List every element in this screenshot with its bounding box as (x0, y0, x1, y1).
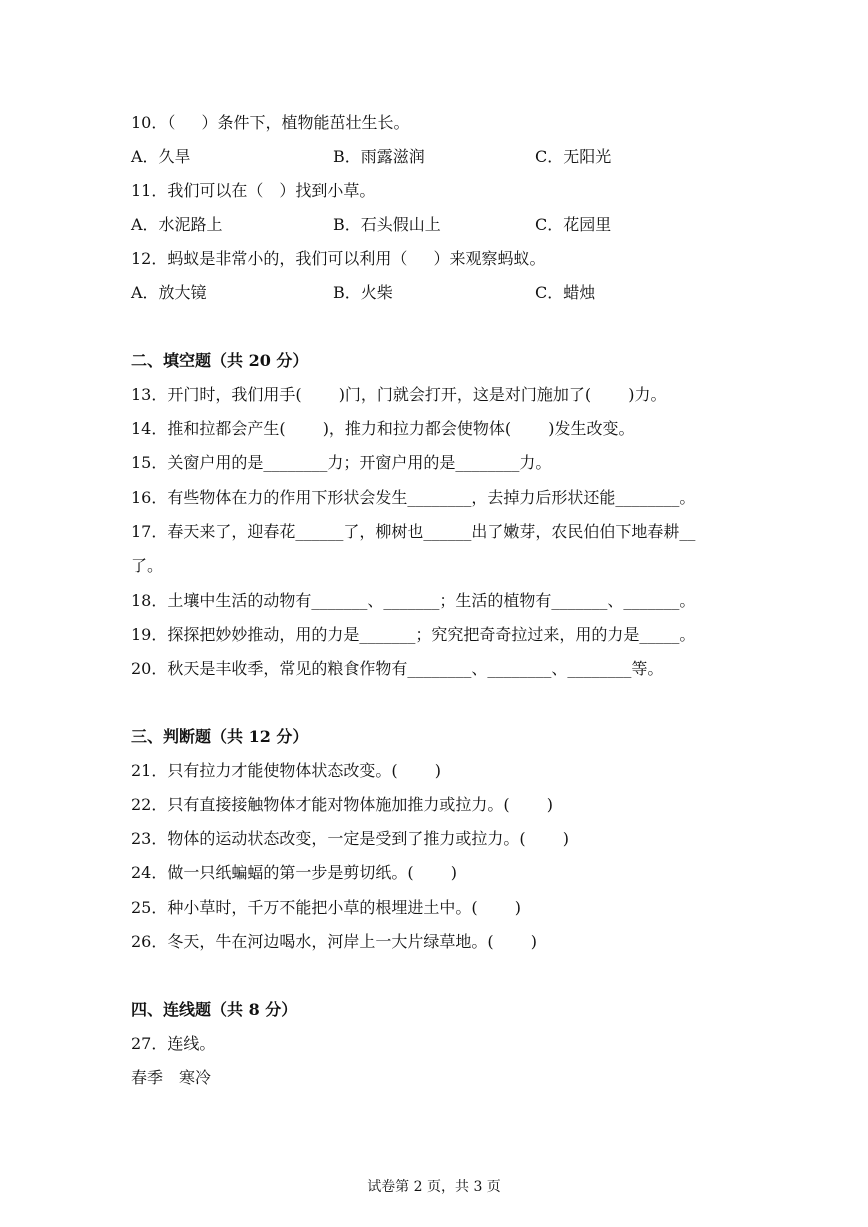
question-21: 21．只有拉力才能使物体状态改变。( ) (131, 761, 441, 780)
question-25: 25．种小草时，千万不能把小草的根埋进土中。( ) (131, 898, 521, 917)
q10-option-a: A．久旱 (131, 147, 191, 166)
q12-option-b: B．火柴 (333, 283, 393, 302)
question-20: 20．秋天是丰收季，常见的粮食作物有________、________、________等。 (131, 659, 664, 678)
section-3-heading: 三、判断题（共 12 分） (131, 727, 309, 746)
question-14: 14．推和拉都会产生( )，推力和拉力都会使物体( )发生改变。 (131, 419, 635, 438)
question-26: 26．冬天，牛在河边喝水，河岸上一大片绿草地。( ) (131, 932, 537, 951)
question-24: 24．做一只纸蝙蝠的第一步是剪切纸。( ) (131, 863, 457, 882)
question-12-stem: 12．蚂蚁是非常小的，我们可以利用（ ）来观察蚂蚁。 (131, 249, 546, 268)
question-18: 18．土壤中生活的动物有_______、_______；生活的植物有_______、_______。 (131, 591, 696, 610)
q12-option-c: C．蜡烛 (535, 283, 596, 302)
question-23: 23．物体的运动状态改变，一定是受到了推力或拉力。( ) (131, 829, 569, 848)
question-16: 16．有些物体在力的作用下形状会发生________，去掉力后形状还能________。 (131, 488, 696, 507)
q11-option-c: C．花园里 (535, 215, 612, 234)
section-2-heading: 二、填空题（共 20 分） (131, 351, 309, 370)
question-17: 17．春天来了，迎春花______了，柳树也______出了嫩芽，农民伯伯下地春耕__ (131, 522, 696, 541)
matching-row-1: 春季 寒冷 (131, 1068, 212, 1087)
q12-option-a: A．放大镜 (131, 283, 207, 302)
q11-option-a: A．水泥路上 (131, 215, 223, 234)
q10-option-b: B．雨露滋润 (333, 147, 425, 166)
q10-option-c: C．无阳光 (535, 147, 612, 166)
question-15: 15．关窗户用的是________力；开窗户用的是________力。 (131, 453, 552, 472)
question-22: 22．只有直接接触物体才能对物体施加推力或拉力。( ) (131, 795, 553, 814)
question-27: 27．连线。 (131, 1034, 216, 1053)
q11-option-b: B．石头假山上 (333, 215, 441, 234)
question-17-cont: 了。 (131, 556, 164, 575)
section-4-heading: 四、连线题（共 8 分） (131, 1000, 298, 1019)
question-19: 19．探探把妙妙推动，用的力是_______；究究把奇奇拉过来，用的力是_____。 (131, 625, 696, 644)
question-11-stem: 11．我们可以在（ ）找到小草。 (131, 181, 376, 200)
question-10-stem: 10．（ ）条件下，植物能茁壮生长。 (131, 113, 410, 132)
question-13: 13．开门时，我们用手( )门，门就会打开，这是对门施加了( )力。 (131, 385, 667, 404)
page-footer: 试卷第 2 页，共 3 页 (367, 1179, 501, 1195)
